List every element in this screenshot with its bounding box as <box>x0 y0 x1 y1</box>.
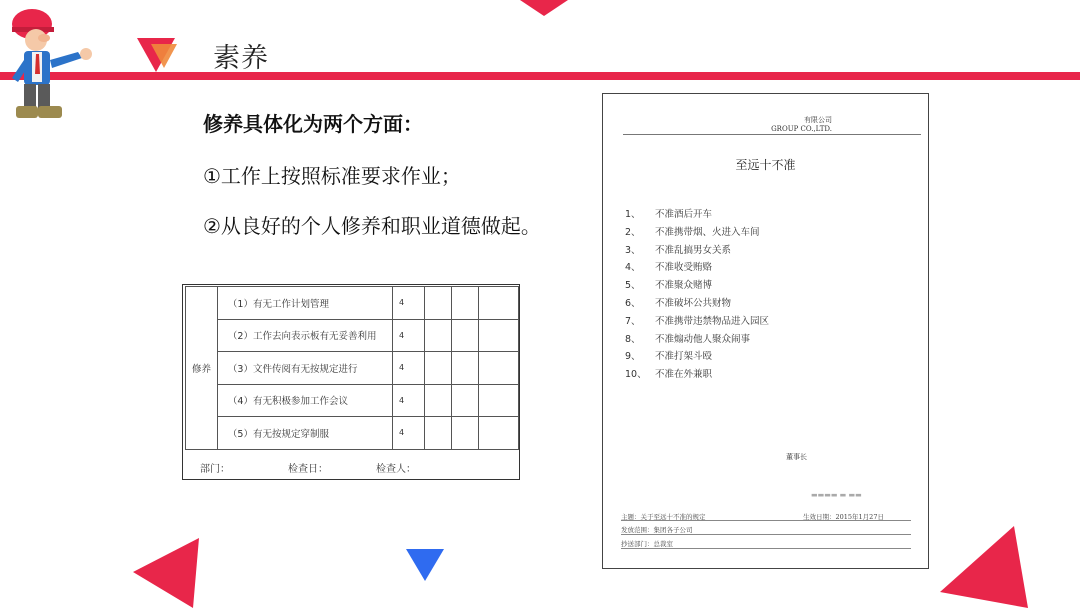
company-name-en: GROUP CO.,LTD. <box>771 125 832 133</box>
rule-text: 不准收受贿赂 <box>655 262 713 274</box>
rule-text: 不准携带违禁物品进入园区 <box>655 315 770 327</box>
blank-cell <box>452 417 479 450</box>
document-effective-date: 生效日期：2015年1月27日 <box>803 513 884 521</box>
blank-cell <box>425 319 452 352</box>
list-item <box>625 206 769 224</box>
page-title: 素养 <box>213 43 269 74</box>
checklist-table <box>185 286 519 450</box>
footer-dept: 部门： <box>200 464 230 475</box>
intro-point-2: ②从良好的个人修养和职业道德做起。 <box>203 214 541 238</box>
list-item <box>625 242 769 260</box>
list-item <box>625 259 769 277</box>
document-title: 至远十不准 <box>735 158 796 172</box>
rule-text: 不准煽动他人聚众闹事 <box>655 333 751 345</box>
item-score: 4 <box>392 319 424 352</box>
rule-text: 不准酒后开车 <box>655 209 713 220</box>
table-row <box>186 287 519 320</box>
item-score: 4 <box>392 287 424 320</box>
item-label: （5）有无按规定穿制服 <box>217 417 392 450</box>
item-label: （2）工作去向表示板有无妥善利用 <box>217 319 392 352</box>
document-subject: 主题：关于至远十不准的规定 <box>621 513 706 521</box>
category-cell: 修养 <box>186 287 218 450</box>
rule-number: 1、 <box>625 209 641 220</box>
blank-cell <box>425 352 452 385</box>
table-row <box>186 384 519 417</box>
item-score: 4 <box>392 384 424 417</box>
footer-inspector: 检查人： <box>376 464 416 475</box>
rule-number: 8、 <box>625 333 641 345</box>
rule-text: 不准聚众赌博 <box>655 280 713 292</box>
blank-cell <box>425 417 452 450</box>
rule-text: 不准在外兼职 <box>655 369 713 381</box>
rules-list <box>625 206 769 384</box>
rule-number: 5、 <box>625 280 641 292</box>
rule-text: 不准破坏公共财物 <box>655 297 732 309</box>
rule-number: 7、 <box>625 315 641 327</box>
blank-cell <box>479 287 519 320</box>
blank-cell <box>479 319 519 352</box>
table-row <box>186 319 519 352</box>
intro-heading: 修养具体化为两个方面： <box>203 112 423 136</box>
meta-divider <box>621 548 911 549</box>
bottom-center-triangle-decoration <box>406 549 446 583</box>
item-label: （3）文件传阅有无按规定进行 <box>217 352 392 385</box>
faded-stamp: ▬▬▬▬ ▬ ▬▬ <box>811 491 862 499</box>
list-item <box>625 348 769 366</box>
footer-date: 检查日： <box>288 464 328 475</box>
list-item <box>625 366 769 384</box>
rule-number: 4、 <box>625 262 641 274</box>
list-item <box>625 331 769 349</box>
blank-cell <box>452 352 479 385</box>
header-triangle-icon <box>137 38 181 74</box>
rule-number: 9、 <box>625 351 641 363</box>
list-item <box>625 313 769 331</box>
checklist-table-image <box>182 284 520 480</box>
item-score: 4 <box>392 417 424 450</box>
list-item <box>625 295 769 313</box>
rule-number: 2、 <box>625 226 641 238</box>
worker-mascot-icon <box>6 2 96 122</box>
table-row <box>186 417 519 450</box>
list-item <box>625 224 769 242</box>
signer-title: 董事长 <box>786 453 807 461</box>
blank-cell <box>452 384 479 417</box>
bottom-left-triangle-decoration <box>133 538 203 608</box>
intro-point-1: ①工作上按照标准要求作业； <box>203 164 461 188</box>
blank-cell <box>425 384 452 417</box>
meta-divider <box>621 534 911 535</box>
blank-cell <box>479 384 519 417</box>
blank-cell <box>452 319 479 352</box>
item-label: （1）有无工作计划管理 <box>217 287 392 320</box>
item-score: 4 <box>392 352 424 385</box>
company-name: 有限公司 <box>804 116 832 124</box>
header-divider <box>623 134 921 135</box>
rule-text: 不准乱搞男女关系 <box>655 244 732 256</box>
rule-number: 6、 <box>625 297 641 309</box>
table-row <box>186 352 519 385</box>
rule-text: 不准打架斗殴 <box>655 351 713 363</box>
top-triangle-decoration <box>520 0 568 18</box>
bottom-right-triangle-decoration <box>940 526 1030 608</box>
rule-number: 3、 <box>625 244 641 256</box>
blank-cell <box>452 287 479 320</box>
blank-cell <box>479 352 519 385</box>
document-distribution: 发放范围：集团各子公司 <box>621 526 693 534</box>
blank-cell <box>425 287 452 320</box>
rules-document-image <box>602 93 929 569</box>
document-cc: 抄送部门：总裁室 <box>621 540 673 548</box>
rule-number: 10、 <box>625 369 647 381</box>
rule-text: 不准携带烟、火进入车间 <box>655 226 760 238</box>
list-item <box>625 277 769 295</box>
company-header <box>771 116 832 134</box>
item-label: （4）有无积极参加工作会议 <box>217 384 392 417</box>
blank-cell <box>479 417 519 450</box>
